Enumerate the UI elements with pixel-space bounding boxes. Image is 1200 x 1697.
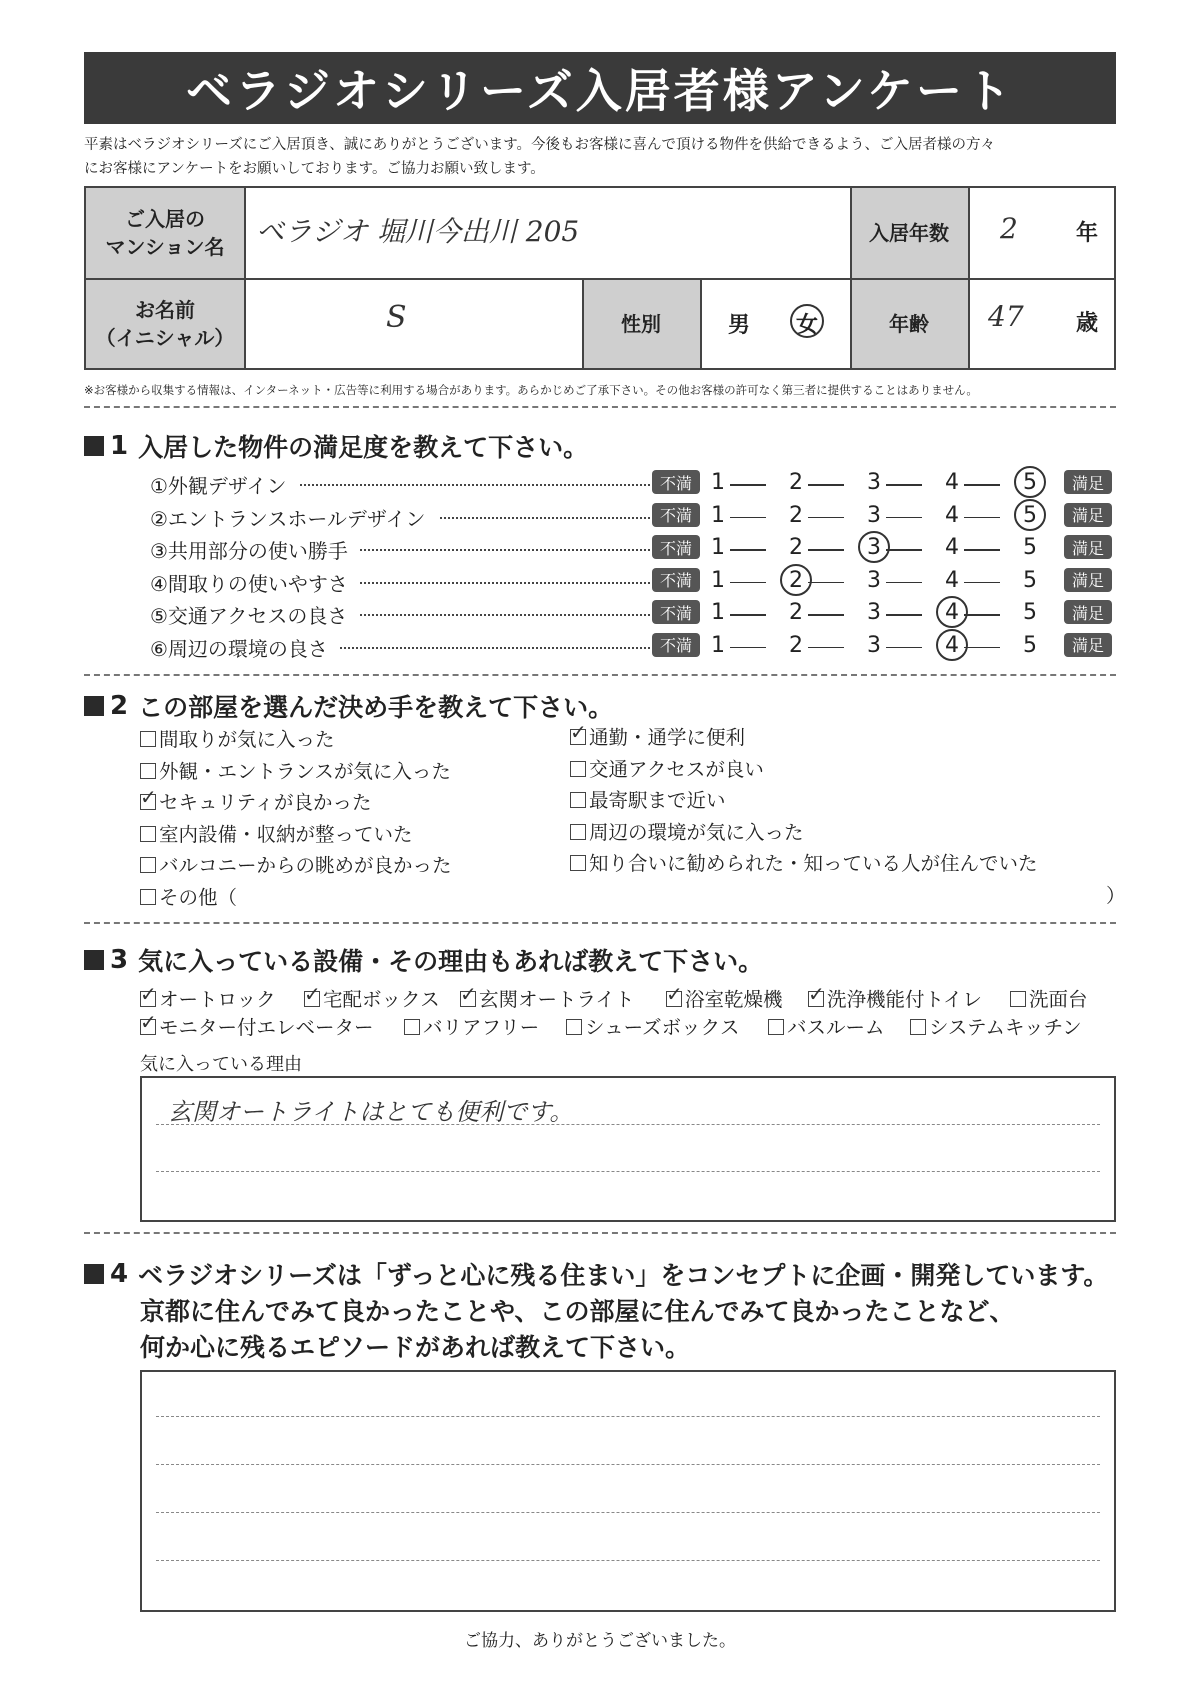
scale-connector [964, 647, 1000, 649]
page-title: ベラジオシリーズ入居者様アンケート [84, 52, 1116, 124]
checkbox-icon[interactable] [140, 889, 156, 905]
scale-connector [730, 614, 766, 616]
checkbox-option[interactable] [666, 984, 783, 1012]
checkbox-option[interactable] [570, 817, 804, 845]
mansion-label [86, 188, 244, 278]
checkbox-option[interactable] [570, 785, 726, 813]
intro-line-1: 平素はベラジオシリーズにご入居頂き、誠にありがとうございます。今後もお客様に喜んで頂ける物件を供給できるよう、ご入居者様の方々 [84, 137, 996, 153]
checkbox-label: 通勤・通学に便利 [589, 726, 746, 749]
intro-line-2: にお客様にアンケートをお願いしております。ご協力お願い致します。 [84, 161, 545, 177]
checkbox-option[interactable] [768, 1012, 885, 1040]
scale-option-4[interactable]: 4 [945, 632, 959, 658]
scale-option-4[interactable]: 4 [945, 567, 959, 593]
resident-info-table [84, 186, 1116, 370]
name-label [86, 280, 244, 368]
scale-connector [808, 517, 844, 519]
badge-satisfied: 満足 [1064, 600, 1112, 624]
leader-dots [300, 468, 654, 486]
scale-option-1[interactable]: 1 [711, 470, 725, 495]
scale-option-3[interactable]: 3 [867, 632, 881, 658]
checkbox-option[interactable] [304, 984, 440, 1012]
section-marker-icon [84, 696, 104, 716]
checkbox-option[interactable] [570, 754, 764, 782]
checkbox-label: 室内設備・収納が整っていた [159, 822, 413, 846]
leader-dots [360, 598, 654, 616]
selected-circle [780, 564, 812, 596]
q2-number: 2 [110, 691, 129, 721]
checkbox-icon[interactable] [140, 731, 156, 747]
checkbox-label: 洗面台 [1029, 988, 1088, 1011]
scale-option-1[interactable]: 1 [711, 600, 725, 625]
q4-heading [84, 1256, 1108, 1292]
leader-dots [360, 533, 654, 551]
q4-heading-line-2: 京都に住んでみて良かったことや、この部屋に住んでみて良かったことなど、 [140, 1297, 1015, 1326]
q2-heading [84, 688, 613, 724]
section-divider [84, 406, 1116, 408]
scale-connector [808, 484, 844, 486]
checkbox-option[interactable] [566, 1012, 739, 1040]
gender-male[interactable]: 男 [728, 312, 751, 338]
table-divider [582, 280, 584, 370]
q1-number: 1 [110, 431, 129, 461]
rating-row [150, 501, 1104, 531]
badge-dissatisfied: 不満 [652, 568, 700, 592]
scale-option-5[interactable]: 5 [1023, 535, 1037, 560]
checkbox-icon[interactable] [140, 794, 156, 810]
scale-connector [886, 484, 922, 486]
q1-heading [84, 428, 588, 464]
checkbox-option[interactable] [570, 722, 745, 750]
checkbox-icon[interactable] [808, 991, 824, 1007]
section-marker-icon [84, 436, 104, 456]
checkbox-option[interactable] [140, 724, 335, 752]
q3-number: 3 [110, 945, 129, 975]
badge-satisfied: 満足 [1064, 535, 1112, 559]
table-divider [86, 278, 1116, 280]
scale-option-1[interactable]: 1 [711, 567, 725, 593]
gender-female[interactable]: 女 [796, 312, 819, 338]
checkbox-label: 周辺の環境が気に入った [589, 820, 804, 844]
scale-option-2[interactable]: 2 [789, 632, 803, 658]
badge-dissatisfied: 不満 [652, 535, 700, 559]
checkbox-icon[interactable] [910, 1019, 926, 1035]
checkbox-icon[interactable] [570, 855, 586, 871]
scale-connector [886, 582, 922, 584]
scale-option-5[interactable]: 5 [1023, 567, 1037, 593]
checkbox-option[interactable] [404, 1012, 539, 1040]
scale-option-1[interactable]: 1 [711, 632, 725, 658]
scale-connector [808, 582, 844, 584]
writing-line [156, 1560, 1100, 1561]
scale-option-2[interactable]: 2 [789, 502, 803, 528]
checkbox-icon[interactable] [566, 1019, 582, 1035]
rating-label: ③共用部分の使い勝手 [150, 539, 348, 563]
leader-dots [360, 566, 654, 584]
q1-heading-text: 入居した物件の満足度を教えて下さい。 [138, 433, 589, 462]
checkbox-icon[interactable] [460, 991, 476, 1007]
name-value[interactable]: S [386, 300, 407, 335]
checkbox-label: シューズボックス [585, 1016, 740, 1039]
scale-connector [730, 549, 766, 551]
scale-connector [886, 549, 922, 551]
section-marker-icon [84, 1264, 104, 1284]
selected-circle [858, 531, 890, 563]
rating-label: ⑥周辺の環境の良さ [150, 636, 328, 661]
scale-connector [808, 549, 844, 551]
years-unit: 年 [1076, 220, 1099, 246]
mansion-label-line-2: マンション名 [105, 235, 225, 259]
selected-circle [936, 596, 968, 628]
q4-heading-line-3: 何か心に残るエピソードがあれば教えて下さい。 [140, 1333, 691, 1362]
scale-connector [730, 647, 766, 649]
footer-thanks: ご協力、ありがとうございました。 [464, 1631, 736, 1651]
scale-option-4[interactable]: 4 [945, 470, 959, 495]
checkbox-label: 間取りが気に入った [159, 728, 335, 751]
scale-connector [730, 484, 766, 486]
scale-option-1[interactable]: 1 [711, 535, 725, 560]
rating-label: ⑤交通アクセスの良さ [150, 604, 348, 628]
mansion-label-line-1: ご入居の [125, 207, 205, 231]
checkbox-label: 外観・エントランスが気に入った [159, 759, 451, 783]
scale-option-1[interactable]: 1 [711, 502, 725, 528]
leader-dots [340, 631, 654, 649]
checkbox-option[interactable] [570, 848, 1038, 876]
badge-dissatisfied: 不満 [652, 633, 700, 657]
writing-line [156, 1171, 1100, 1172]
selected-circle [1014, 466, 1046, 498]
age-unit: 歳 [1076, 310, 1099, 336]
checkbox-label: 最寄駅まで近い [589, 789, 726, 812]
years-label: 入居年数 [850, 188, 968, 278]
checkbox-label: バリアフリー [423, 1016, 540, 1039]
writing-line [156, 1416, 1100, 1417]
age-value[interactable]: 47 [988, 300, 1024, 333]
checkbox-label: 洗浄機能付トイレ [827, 988, 983, 1011]
checkbox-option[interactable] [140, 1012, 374, 1040]
scale-option-5[interactable]: 5 [1023, 502, 1037, 528]
q4-number: 4 [110, 1259, 129, 1289]
checkbox-icon[interactable] [570, 824, 586, 840]
writing-line [156, 1512, 1100, 1513]
badge-satisfied: 満足 [1064, 470, 1112, 494]
checkbox-icon[interactable] [666, 991, 682, 1007]
episode-box[interactable] [140, 1370, 1116, 1612]
rating-label: ①外観デザイン [150, 474, 287, 498]
scale-option-3[interactable]: 3 [867, 535, 881, 560]
table-divider [700, 280, 702, 370]
section-divider [84, 922, 1116, 924]
checkbox-option[interactable] [140, 882, 237, 910]
q2-heading-text: この部屋を選んだ決め手を教えて下さい。 [138, 693, 614, 722]
writing-line [156, 1464, 1100, 1465]
checkbox-label: バスルーム [787, 1016, 885, 1039]
badge-dissatisfied: 不満 [652, 503, 700, 527]
checkbox-icon[interactable] [570, 761, 586, 777]
scale-connector [730, 517, 766, 519]
scale-option-3[interactable]: 3 [867, 470, 881, 495]
badge-satisfied: 満足 [1064, 503, 1112, 527]
scale-option-2[interactable]: 2 [789, 600, 803, 625]
section-divider [84, 674, 1116, 676]
checkbox-icon[interactable] [140, 1019, 156, 1035]
checkbox-label: セキュリティが良かった [159, 791, 372, 814]
selected-circle [1014, 499, 1046, 531]
checkbox-option[interactable] [140, 984, 276, 1012]
reason-text: 玄関オートライトはとても便利です。 [168, 1098, 574, 1126]
checkbox-label: その他（ [159, 885, 238, 909]
table-divider [850, 188, 852, 370]
checkbox-label: システムキッチン [929, 1016, 1082, 1039]
checkbox-icon[interactable] [570, 729, 586, 745]
scale-connector [964, 517, 1000, 519]
rating-label: ②エントランスホールデザイン [150, 506, 426, 531]
privacy-note: ※お客様から収集する情報は、インターネット・広告等に利用する場合があります。あらかじめご了承下さい。その他お客様の許可なく第三者に提供することはありません。 [84, 383, 978, 397]
q3-heading-text: 気に入っている設備・その理由もあれば教えて下さい。 [138, 947, 764, 976]
scale-option-3[interactable]: 3 [867, 600, 881, 625]
scale-connector [964, 582, 1000, 584]
rating-row [150, 566, 1104, 596]
scale-connector [964, 549, 1000, 551]
gender-label: 性別 [582, 280, 700, 368]
section-marker-icon [84, 950, 104, 970]
scale-option-3[interactable]: 3 [867, 567, 881, 593]
scale-connector [886, 647, 922, 649]
age-label: 年齢 [850, 280, 968, 368]
checkbox-label: バルコニーからの眺めが良かった [159, 854, 452, 877]
checkbox-icon[interactable] [1010, 991, 1026, 1007]
scale-option-2[interactable]: 2 [789, 470, 803, 495]
checkbox-label: モニター付エレベーター [159, 1016, 374, 1039]
scale-connector [886, 614, 922, 616]
scale-option-5[interactable]: 5 [1023, 470, 1037, 495]
scale-option-5[interactable]: 5 [1023, 632, 1037, 658]
rating-row [150, 468, 1104, 498]
checkbox-icon[interactable] [140, 763, 156, 779]
scale-option-5[interactable]: 5 [1023, 600, 1037, 625]
scale-connector [964, 484, 1000, 486]
checkbox-icon[interactable] [404, 1019, 420, 1035]
years-value[interactable]: 2 [1000, 212, 1018, 245]
checkbox-icon[interactable] [140, 991, 156, 1007]
gender-female-circle [790, 304, 824, 338]
name-label-line-1: お名前 [135, 298, 195, 322]
reason-box[interactable] [140, 1076, 1116, 1222]
name-label-line-2: （イニシャル） [95, 326, 235, 350]
rating-label: ④間取りの使いやすさ [150, 571, 348, 596]
scale-option-4[interactable]: 4 [945, 535, 959, 560]
q3-heading [84, 942, 763, 978]
checkbox-option[interactable] [910, 1012, 1082, 1040]
scale-connector [730, 582, 766, 584]
checkbox-option[interactable] [808, 984, 982, 1012]
checkbox-label: 浴室乾燥機 [685, 988, 783, 1011]
checkbox-label: 交通アクセスが良い [589, 757, 764, 781]
checkbox-icon[interactable] [768, 1019, 784, 1035]
checkbox-icon[interactable] [140, 857, 156, 873]
leader-dots [440, 501, 654, 519]
checkbox-label: オートロック [159, 988, 276, 1011]
checkbox-icon[interactable] [570, 792, 586, 808]
scale-option-2[interactable]: 2 [789, 535, 803, 560]
checkbox-icon[interactable] [304, 991, 320, 1007]
checkbox-icon[interactable] [140, 826, 156, 842]
badge-dissatisfied: 不満 [652, 600, 700, 624]
scale-option-3[interactable]: 3 [867, 502, 881, 528]
checkbox-option[interactable] [140, 819, 413, 847]
badge-satisfied: 満足 [1064, 568, 1112, 592]
table-divider [968, 188, 970, 370]
rating-row [150, 631, 1104, 661]
badge-dissatisfied: 不満 [652, 470, 700, 494]
selected-circle [936, 629, 968, 661]
scale-option-4[interactable]: 4 [945, 502, 959, 528]
checkbox-label: 知り合いに勧められた・知っている人が住んでいた [589, 852, 1038, 875]
scale-connector [808, 614, 844, 616]
section-divider [84, 1232, 1116, 1234]
writing-line [156, 1124, 1100, 1125]
reason-label: 気に入っている理由 [140, 1054, 302, 1075]
scale-option-2[interactable]: 2 [789, 567, 803, 593]
q4-heading-line-1: ベラジオシリーズは「ずっと心に残る住まい」をコンセプトに企画・開発しています。 [138, 1261, 1109, 1290]
rating-row [150, 533, 1104, 563]
scale-option-4[interactable]: 4 [945, 600, 959, 625]
checkbox-option[interactable] [140, 756, 451, 784]
checkbox-label: 宅配ボックス [323, 988, 440, 1011]
scale-connector [964, 614, 1000, 616]
scale-connector [808, 647, 844, 649]
checkbox-option[interactable] [460, 984, 634, 1012]
scale-connector [886, 517, 922, 519]
rating-row [150, 598, 1104, 628]
checkbox-option[interactable] [1010, 984, 1088, 1012]
mansion-value[interactable]: ベラジオ 堀川今出川 205 [256, 215, 580, 248]
table-divider [244, 188, 246, 370]
checkbox-option[interactable] [140, 850, 452, 878]
other-close-paren: ） [1106, 884, 1126, 907]
checkbox-option[interactable] [140, 787, 372, 815]
badge-satisfied: 満足 [1064, 633, 1112, 657]
checkbox-label: 玄関オートライト [479, 988, 635, 1011]
